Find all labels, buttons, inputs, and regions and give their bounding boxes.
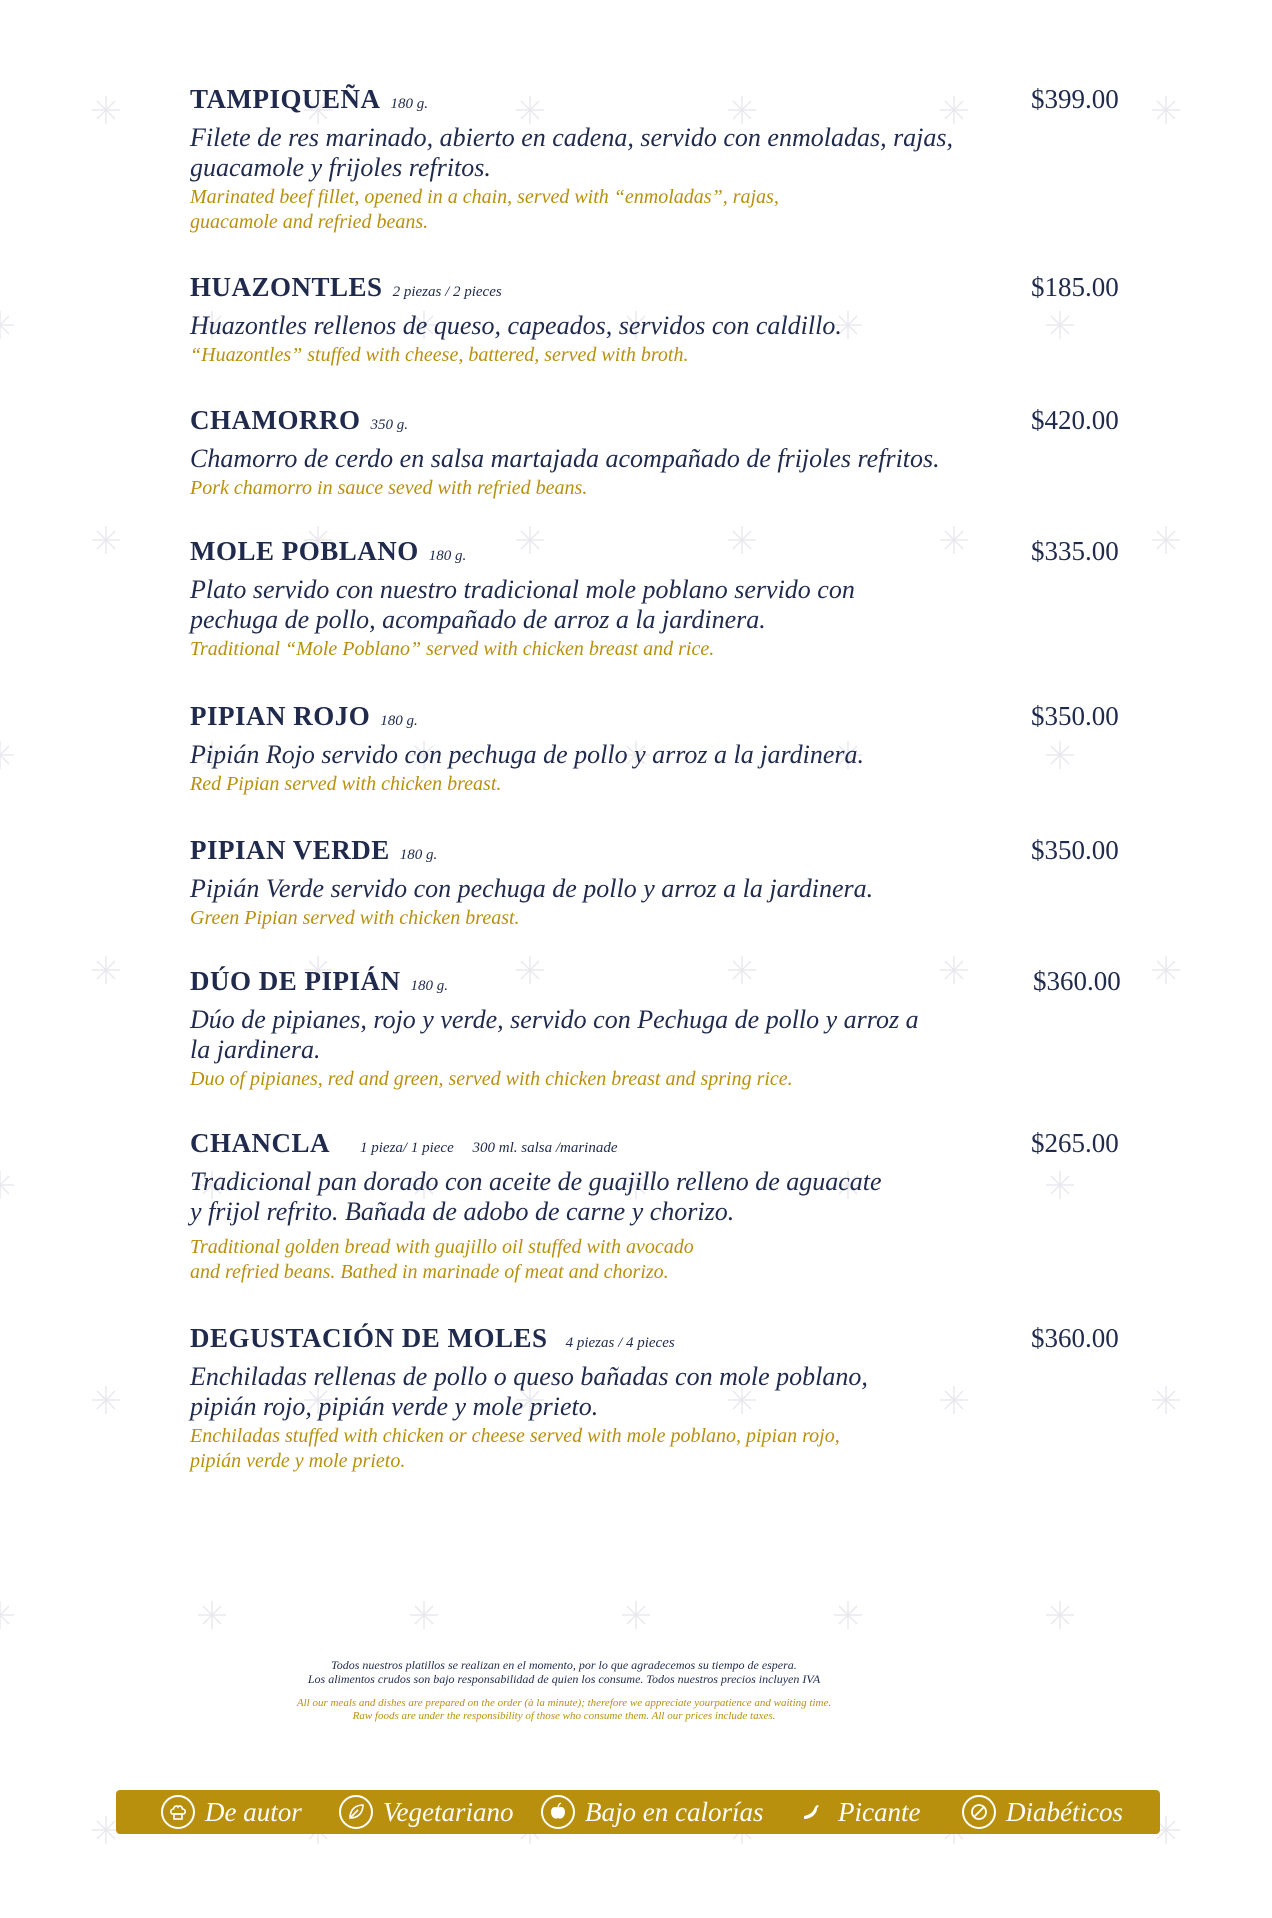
leaf-icon [339, 1795, 373, 1829]
watermark-star [92, 96, 120, 124]
dish-price: $420.00 [1031, 405, 1119, 435]
dish-portion: 1 pieza/ 1 piece 300 ml. salsa /marinade [360, 1140, 618, 1156]
dish-name: MOLE POBLANO [190, 536, 419, 566]
dish-description-en: Red Pipian served with chicken breast. [190, 773, 502, 795]
dish-description-es: Tradicional pan dorado con aceite de guajillo relleno de aguacate y frijol refrito. Bañada de adobo de carne y chorizo. [190, 1167, 882, 1226]
footer-note-en: All our meals and dishes are prepared on the order (à la minute); therefore we appreciate yourpatience and waiting time. Raw foods are under the responsibility of those who consume them. All our prices include taxes. [296, 1697, 832, 1722]
dish-price: $350.00 [1031, 835, 1119, 865]
dish-price: $185.00 [1031, 272, 1119, 302]
dish-description-es: Filete de res marinado, abierto en cadena, servido con enmoladas, rajas, guacamole y frijoles refritos. [190, 123, 954, 182]
dish-description-es: Plato servido con nuestro tradicional mole poblano servido con pechuga de pollo, acompañado de arroz a la jardinera. [190, 575, 855, 634]
dish-description-en: “Huazontles” stuffed with cheese, battered, served with broth. [190, 344, 689, 366]
no-sugar-icon [962, 1795, 996, 1829]
watermark-star [410, 1601, 438, 1629]
watermark-star [0, 1601, 14, 1629]
dish-price: $360.00 [1031, 1323, 1119, 1353]
dish-description-en: Duo of pipianes, red and green, served with chicken breast and spring rice. [190, 1068, 793, 1090]
chef-hat-icon [161, 1795, 195, 1829]
watermark-star [92, 1386, 120, 1414]
dish-description-en: Green Pipian served with chicken breast. [190, 907, 520, 929]
dish-description-en: Traditional “Mole Poblano” served with chicken breast and rice. [190, 638, 715, 660]
dish-name: DÚO DE PIPIÁN [190, 966, 401, 996]
dish-name: DEGUSTACIÓN DE MOLES [190, 1323, 548, 1353]
watermark-star [834, 1601, 862, 1629]
apple-icon [541, 1795, 575, 1829]
dish-name: PIPIAN VERDE [190, 835, 390, 865]
dish-price: $360.00 [1033, 966, 1121, 996]
watermark-star [92, 526, 120, 554]
dish-price: $265.00 [1031, 1128, 1119, 1158]
dish-description-es: Huazontles rellenos de queso, capeados, servidos con caldillo. [190, 311, 842, 340]
watermark-star [0, 1171, 14, 1199]
dish-portion: 180 g. [390, 96, 428, 112]
dish-portion: 4 piezas / 4 pieces [565, 1335, 675, 1351]
legend-label: Diabéticos [1006, 1796, 1123, 1827]
footer-note-es: Todos nuestros platillos se realizan en el momento, por lo que agradecemos su tiempo de espera. Los alimentos crudos son bajo responsabilidad de quien los consume. Todos nuestros precios incluyen IVA [307, 1658, 821, 1686]
dish-name: CHAMORRO [190, 405, 361, 435]
dietary-legend-bar [116, 1790, 1160, 1834]
dish-portion: 180 g. [410, 978, 449, 994]
dish-description-es: Dúo de pipianes, rojo y verde, servido con Pechuga de pollo y arroz a la jardinera. [190, 1005, 919, 1064]
dish-description-en: Traditional golden bread with guajillo oil stuffed with avocado and refried beans. Bathed in marinade of meat and chorizo. [190, 1236, 694, 1283]
watermark-star [0, 741, 14, 769]
watermark-star [198, 1601, 226, 1629]
legend-item-picante [794, 1790, 920, 1834]
dish-price: $399.00 [1031, 84, 1119, 114]
legend-item-bajo-en-calorias [541, 1790, 763, 1834]
dish-name: TAMPIQUEÑA [190, 84, 381, 114]
legend-label: Bajo en calorías [585, 1796, 764, 1827]
legend-label: Vegetariano [383, 1796, 514, 1827]
dish-portion: 180 g. [399, 847, 438, 863]
watermark-star [622, 1601, 650, 1629]
dish-description-es: Enchiladas rellenas de pollo o queso bañadas con mole poblano, pipián rojo, pipián verde y mole prieto. [190, 1362, 868, 1421]
dish-description-es: Chamorro de cerdo en salsa martajada acompañado de frijoles refritos. [190, 444, 940, 473]
legend-item-diabeticos [962, 1790, 1123, 1834]
dish-name: CHANCLA [190, 1128, 331, 1158]
dish-portion: 350 g. [370, 417, 408, 433]
dish-portion: 180 g. [428, 548, 467, 564]
dish-name: HUAZONTLES [190, 272, 383, 302]
dish-portion: 2 piezas / 2 pieces [392, 284, 502, 300]
dish-name: PIPIAN ROJO [190, 701, 371, 731]
chili-icon [794, 1795, 828, 1829]
legend-item-de-autor [161, 1790, 302, 1834]
watermark-star [1046, 1601, 1074, 1629]
dish-price: $350.00 [1031, 701, 1119, 731]
dish-portion: 180 g. [380, 713, 418, 729]
dish-description-en: Pork chamorro in sauce seved with refried beans. [190, 477, 588, 499]
dish-description-es: Pipián Verde servido con pechuga de pollo y arroz a la jardinera. [190, 874, 874, 903]
watermark-star [92, 956, 120, 984]
legend-label: Picante [838, 1796, 921, 1827]
dish-price: $335.00 [1031, 536, 1119, 566]
dish-description-en: Marinated beef fillet, opened in a chain, served with “enmoladas”, rajas, guacamole and refried beans. [190, 186, 779, 233]
watermark-star [0, 311, 14, 339]
dish-description-es: Pipián Rojo servido con pechuga de pollo y arroz a la jardinera. [190, 740, 864, 769]
dish-description-en: Enchiladas stuffed with chicken or cheese served with mole poblano, pipian rojo, pipián verde y mole prieto. [190, 1425, 840, 1472]
legend-item-vegetariano [339, 1790, 513, 1834]
legend-label: De autor [205, 1796, 302, 1827]
